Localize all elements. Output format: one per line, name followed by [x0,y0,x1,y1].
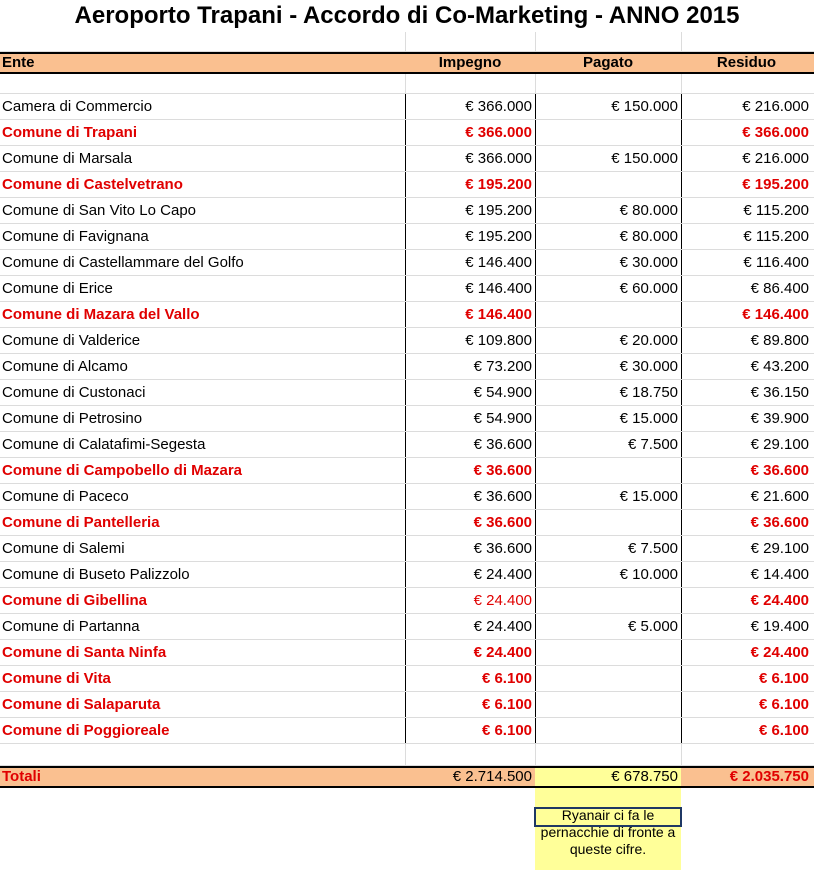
totals-impegno[interactable]: € 2.714.500 [452,768,532,785]
table-row [0,640,814,666]
totals-label[interactable]: Totali [2,768,41,785]
impegno-cell[interactable]: € 36.600 [473,514,532,531]
residuo-cell[interactable]: € 366.000 [742,124,809,141]
impegno-cell[interactable]: € 54.900 [473,384,532,401]
residuo-cell[interactable]: € 115.200 [743,228,809,245]
table-row [0,224,814,250]
table-row [0,302,814,328]
ente-cell[interactable]: Comune di Custonaci [2,384,146,401]
pagato-cell[interactable]: € 7.500 [627,436,678,453]
impegno-cell[interactable]: € 36.600 [473,436,532,453]
table-row [0,354,814,380]
table-row [0,432,814,458]
ente-cell[interactable]: Comune di Trapani [2,124,138,141]
table-row [0,536,814,562]
pagato-cell[interactable] [535,172,681,197]
pagato-cell[interactable] [535,588,681,613]
table-row [0,692,814,718]
residuo-cell[interactable]: € 6.100 [758,696,809,713]
impegno-cell[interactable]: € 54.900 [473,410,532,427]
table-row [0,198,814,224]
residuo-cell[interactable]: € 6.100 [758,722,809,739]
totals-row [0,766,814,788]
residuo-cell[interactable]: € 24.400 [750,592,809,609]
ente-cell[interactable]: Comune di Valderice [2,332,141,349]
impegno-cell[interactable]: € 36.600 [473,540,532,557]
residuo-cell[interactable]: € 43.200 [750,358,809,375]
ente-cell[interactable]: Comune di Pantelleria [2,514,160,531]
header-residuo[interactable]: Residuo [716,54,777,71]
table-row [0,614,814,640]
ente-cell[interactable]: Comune di Campobello di Mazara [2,462,243,479]
pagato-cell[interactable]: € 15.000 [619,410,678,427]
pagato-cell[interactable]: € 60.000 [619,280,678,297]
ente-cell[interactable]: Comune di Petrosino [2,410,143,427]
table-row [0,718,814,744]
ente-cell[interactable]: Comune di Calatafimi-Segesta [2,436,206,453]
residuo-cell[interactable]: € 115.200 [743,202,809,219]
table-row [0,328,814,354]
sheet-title: Aeroporto Trapani - Accordo di Co-Marketing - ANNO 2015 [74,2,740,29]
ente-cell[interactable]: Comune di Santa Ninfa [2,644,167,661]
table-row [0,250,814,276]
header-pagato[interactable]: Pagato [582,54,633,71]
residuo-cell[interactable]: € 14.400 [750,566,809,583]
residuo-cell[interactable]: € 24.400 [750,644,809,661]
table-row [0,484,814,510]
pagato-cell[interactable] [535,120,681,145]
residuo-cell[interactable]: € 36.600 [750,462,809,479]
pagato-cell[interactable]: € 20.000 [619,332,678,349]
residuo-cell[interactable]: € 146.400 [742,306,809,323]
residuo-cell[interactable]: € 29.100 [750,540,809,557]
residuo-cell[interactable]: € 89.800 [750,332,809,349]
table-row [0,406,814,432]
residuo-cell[interactable]: € 39.900 [750,410,809,427]
ente-cell[interactable]: Comune di Salaparuta [2,696,161,713]
ente-cell[interactable]: Comune di Poggioreale [2,722,170,739]
table-row [0,172,814,198]
pagato-cell[interactable]: € 5.000 [627,618,678,635]
ente-cell[interactable]: Comune di Marsala [2,150,133,167]
header-impegno[interactable]: Impegno [438,54,502,71]
residuo-cell[interactable]: € 6.100 [758,670,809,687]
residuo-cell[interactable]: € 29.100 [750,436,809,453]
pagato-cell[interactable]: € 80.000 [619,202,678,219]
ente-cell[interactable]: Comune di Salemi [2,540,125,557]
pagato-cell[interactable] [535,302,681,327]
blank-row [0,32,814,52]
impegno-cell[interactable]: € 24.400 [473,592,532,609]
impegno-cell[interactable]: € 73.200 [473,358,532,375]
residuo-cell[interactable]: € 216.000 [742,150,809,167]
residuo-cell[interactable]: € 195.200 [742,176,809,193]
pagato-cell[interactable]: € 30.000 [619,358,678,375]
impegno-cell[interactable]: € 366.000 [465,150,532,167]
ente-cell[interactable]: Comune di Mazara del Vallo [2,306,200,323]
impegno-cell[interactable]: € 195.200 [465,202,532,219]
pagato-cell[interactable]: € 30.000 [619,254,678,271]
impegno-cell[interactable]: € 195.200 [465,176,532,193]
ente-cell[interactable]: Comune di Castellammare del Golfo [2,254,244,271]
table-row [0,562,814,588]
header-row [0,52,814,74]
impegno-cell[interactable]: € 6.100 [481,696,532,713]
data-rows [0,94,814,744]
ente-cell[interactable]: Camera di Commercio [2,98,153,115]
impegno-cell[interactable]: € 24.400 [473,644,532,661]
pagato-cell[interactable] [535,718,681,743]
header-ente[interactable]: Ente [2,54,35,71]
residuo-cell[interactable]: € 86.400 [750,280,809,297]
spreadsheet-grid [0,32,814,788]
pagato-cell[interactable]: € 10.000 [619,566,678,583]
impegno-cell[interactable]: € 6.100 [481,722,532,739]
residuo-cell[interactable]: € 116.400 [743,254,809,271]
impegno-cell[interactable]: € 195.200 [465,228,532,245]
totals-pagato[interactable]: € 678.750 [535,768,681,786]
pagato-cell[interactable]: € 150.000 [611,150,678,167]
residuo-cell[interactable]: € 21.600 [750,488,809,505]
impegno-cell[interactable]: € 146.400 [465,280,532,297]
ente-cell[interactable]: Comune di Buseto Palizzolo [2,566,190,583]
pagato-cell[interactable] [535,666,681,691]
pagato-cell[interactable] [535,692,681,717]
blank-row [0,744,814,766]
impegno-cell[interactable]: € 24.400 [473,618,532,635]
table-row [0,666,814,692]
impegno-cell[interactable]: € 109.800 [465,332,532,349]
pagato-cell[interactable]: € 15.000 [619,488,678,505]
table-row [0,146,814,172]
ente-cell[interactable]: Comune di Alcamo [2,358,128,375]
pagato-cell[interactable] [535,510,681,535]
ente-cell[interactable]: Comune di Partanna [2,618,140,635]
blank-row [0,74,814,94]
pagato-cell[interactable] [535,458,681,483]
pagato-cell[interactable]: € 7.500 [627,540,678,557]
residuo-cell[interactable]: € 19.400 [750,618,809,635]
table-row [0,510,814,536]
ente-cell[interactable]: Comune di Vita [2,670,111,687]
pagato-cell[interactable] [535,640,681,665]
impegno-cell[interactable]: € 36.600 [473,462,532,479]
ente-cell[interactable]: Comune di Gibellina [2,592,148,609]
ente-cell[interactable]: Comune di San Vito Lo Capo [2,202,197,219]
table-row [0,588,814,614]
residuo-cell[interactable]: € 36.150 [750,384,809,401]
table-row [0,276,814,302]
ente-cell[interactable]: Comune di Paceco [2,488,129,505]
impegno-cell[interactable]: € 146.400 [465,254,532,271]
pagato-cell[interactable]: € 18.750 [619,384,678,401]
impegno-cell[interactable]: € 366.000 [465,98,532,115]
ente-cell[interactable]: Comune di Erice [2,280,113,297]
comment-note[interactable]: Ryanair ci fa le pernacchie di fronte a queste cifre. [540,807,676,857]
impegno-cell[interactable]: € 146.400 [465,306,532,323]
table-row [0,380,814,406]
pagato-cell[interactable]: € 150.000 [611,98,678,115]
impegno-cell[interactable]: € 366.000 [465,124,532,141]
table-row [0,94,814,120]
residuo-cell[interactable]: € 36.600 [750,514,809,531]
impegno-cell[interactable]: € 36.600 [473,488,532,505]
ente-cell[interactable]: Comune di Castelvetrano [2,176,183,193]
impegno-cell[interactable]: € 24.400 [473,566,532,583]
impegno-cell[interactable]: € 6.100 [481,670,532,687]
pagato-cell[interactable]: € 80.000 [619,228,678,245]
table-row [0,458,814,484]
ente-cell[interactable]: Comune di Favignana [2,228,149,245]
totals-residuo[interactable]: € 2.035.750 [729,768,809,785]
table-row [0,120,814,146]
residuo-cell[interactable]: € 216.000 [742,98,809,115]
